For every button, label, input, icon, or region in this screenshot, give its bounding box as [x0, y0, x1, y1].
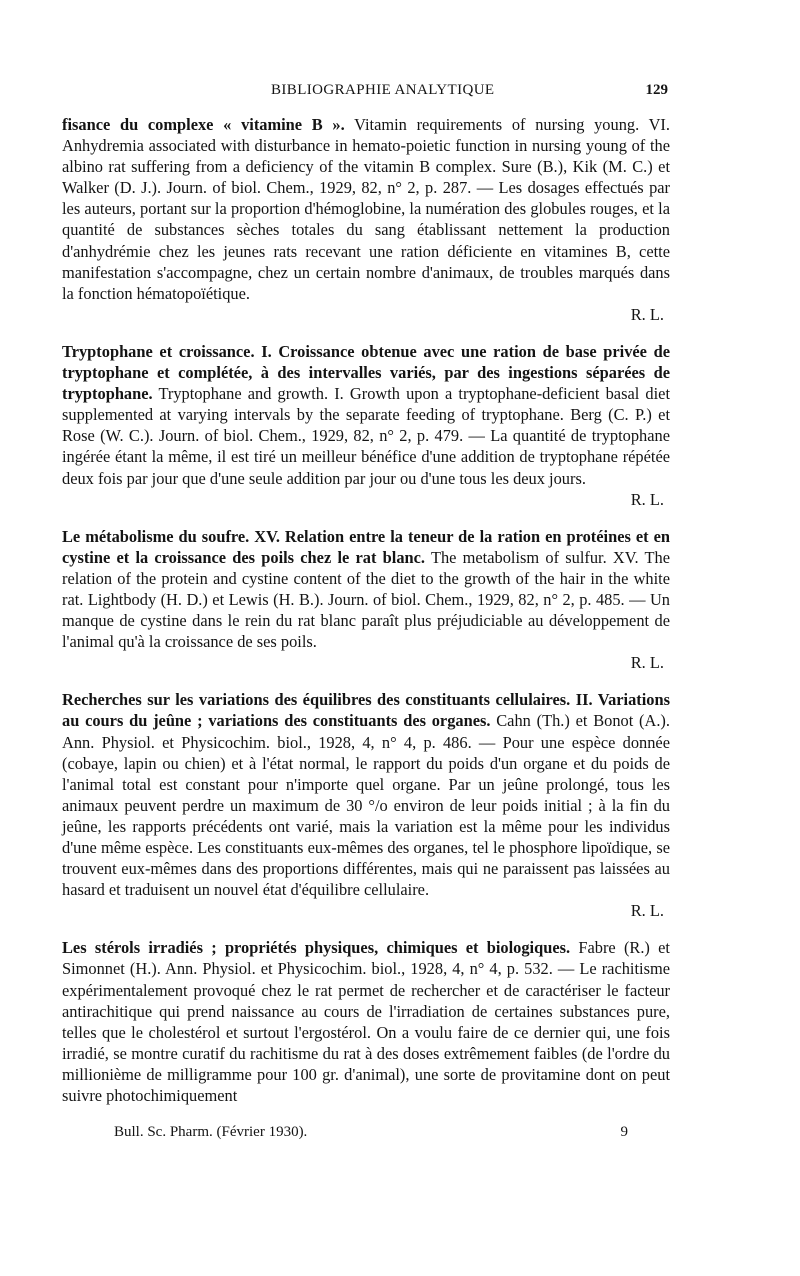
running-header	[85, 82, 668, 104]
signature-mark: 9	[620, 1124, 628, 1140]
entry-body: The metabolism of sulfur. XV. The relation of the protein and cystine content of the diet to the growth of the hair in the white rat. Lightbody (H. D.) et Lewis (H. B.). Journ. of biol. Chem., 1929, 82, n° 2, p. 485. — Un manque de cystine dans le rein du rat blanc paraît plus préjudiciable au développement de l'animal qu'à la croissance de ses poils.	[62, 547, 670, 652]
bibliography-entry	[62, 341, 670, 510]
page-footer	[62, 1124, 628, 1146]
entry-body: Fabre (R.) et Simonnet (H.). Ann. Physiol. et Physicochim. biol., 1928, 4, n° 4, p. 532. — Le rachitisme expérimentalement provoqué chez le rat permet de rechercher et de caractériser le facteur antirachitique qui prend naissance au cours de l'irradiation de certaines substances pure, telles que le cholestérol et surtout l'ergostérol. On a voulu faire de ce dernier qui, une fois irradié, se montre curatif du rachitisme du rat à des doses extrêmement faibles (de l'ordre du millionième de milligramme pour 100 gr. d'animal), une sorte de provitamine dont on peut suivre photochimiquement	[62, 938, 670, 1106]
entry-signature: R. L.	[630, 304, 664, 324]
entry-title: Recherches sur les variations des équilibres des constituants cellulaires. II. Variations au cours du jeûne ; variations des constituants des organes.	[62, 690, 670, 731]
bibliography-entry	[62, 526, 670, 674]
bibliography-entry	[62, 937, 670, 1106]
entry-title: Tryptophane et croissance. I. Croissance obtenue avec une ration de base privée de tryptophane et complétée, à des intervalles variés, par des ingestions séparées de tryptophane.	[62, 341, 670, 404]
entry-body: Tryptophane and growth. I. Growth upon a tryptophane-deficient basal diet supplemented at varying intervals by the separate feeding of tryptophane. Berg (C. P.) et Rose (W. C.). Journ. of biol. Chem., 1929, 82, n° 2, p. 479. — La quantité de tryptophane ingérée étant la même, il est tiré un meilleur bénéfice d'une addition de tryptophane répétée deux fois par jour que d'une seule addition par jour ou d'une tous les deux jours.	[62, 384, 670, 488]
entry-body: Vitamin requirements of nursing young. VI. Anhydremia associated with disturbance in hemato-poietic function in nursing young of the albino rat suffering from a deficiency of the vitamin B complex. Sure (B.), Kik (M. C.) et Walker (D. J.). Journ. of biol. Chem., 1929, 82, n° 2, p. 287. — Les dosages effectués par les auteurs, portant sur la proportion d'hémoglobine, la numération des globules rouges, et la quantité de substances sèches totales du sang établissant nettement la production d'anhydrémie chez les jeunes rats recevant une ration déficiente en vitamines B, cette manifestation s'accompagne, chez un certain nombre d'animaux, de troubles marqués dans la fonction hématopoïétique.	[62, 115, 670, 303]
running-title: BIBLIOGRAPHIE ANALYTIQUE	[271, 82, 495, 98]
journal-reference: Bull. Sc. Pharm. (Février 1930).	[114, 1124, 308, 1140]
entry-signature: R. L.	[630, 653, 664, 673]
entry-signature: R. L.	[630, 489, 664, 509]
page-content	[62, 114, 670, 1106]
entry-title: Le métabolisme du soufre. XV. Relation entre la teneur de la ration en protéines et en cystine et la croissance des poils chez le rat blanc.	[62, 526, 670, 567]
entry-title: Les stérols irradiés ; propriétés physiques, chimiques et biologiques.	[62, 938, 571, 958]
entry-signature: R. L.	[630, 901, 664, 921]
bibliography-entry	[62, 689, 670, 921]
bibliography-entry	[62, 114, 670, 325]
page-number: 129	[645, 82, 668, 98]
entry-title: fisance du complexe « vitamine B ».	[62, 115, 345, 134]
entry-body: Cahn (Th.) et Bonot (A.). Ann. Physiol. et Physicochim. biol., 1928, 4, n° 4, p. 486. — Pour une espèce donnée (cobaye, lapin ou chien) et à l'état normal, le rapport du poids d'un organe et du poids de l'animal total est constant pour n'importe quel organe. Par un jeûne prolongé, tous les animaux peuvent perdre un maximum de 30 °/o environ de leur poids initial ; à la fin du jeûne, les rapports précédents ont varié, mais la variation est la même pour les individus d'une même espèce. Les constituants eux-mêmes des organes, tel le phosphore lipoïdique, se trouvent eux-mêmes dans des proportions différentes, mais qui ne paraissent pas laissées au hasard et traduisent un nouvel état d'équilibre cellulaire.	[62, 711, 670, 900]
